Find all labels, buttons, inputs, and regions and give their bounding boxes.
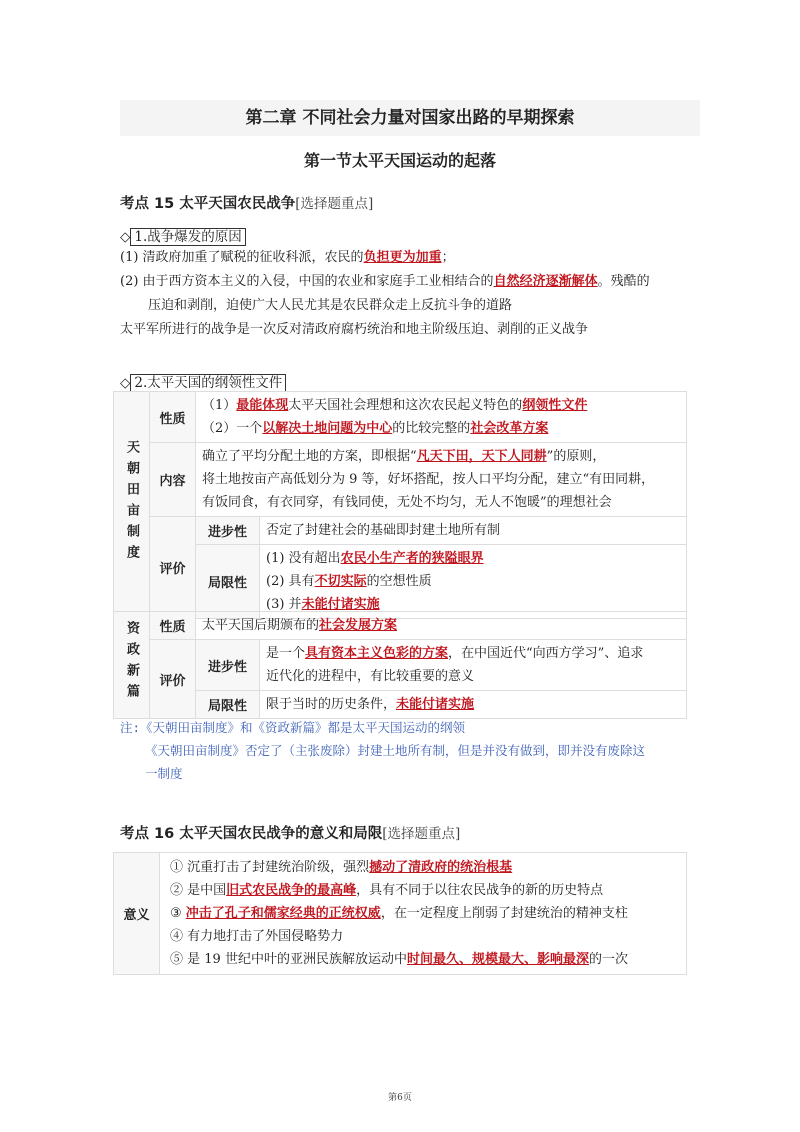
zz-jx-a: 限于当时的历史条件， — [266, 697, 397, 712]
page-number: 第6页 — [388, 1093, 412, 1103]
i3-c: ，在一定程度上削弱了封建统治的精神支柱 — [380, 906, 628, 921]
cause-1-end: ； — [441, 250, 455, 265]
jx1-a: (1) 没有超出 — [266, 551, 341, 566]
cause-2-end: 。残酷的 — [597, 274, 650, 289]
nr1-b: 凡天下田，天下人同耕 — [416, 449, 547, 464]
jx2-c: 的空想性质 — [366, 574, 432, 589]
sub1-label: 1.战争爆发的原因 — [130, 228, 245, 246]
i3-a: ③ — [170, 906, 186, 921]
cause-2-key: 自然经济逐渐解体 — [493, 274, 598, 289]
i5-a: ⑤ 是 19 世纪中叶的亚洲民族解放运动中 — [170, 952, 407, 967]
kp16-heading — [120, 822, 460, 843]
tianchao-jinbu-cell: 否定了封建社会的基础即封建土地所有制 — [260, 517, 687, 545]
zizheng-table — [113, 611, 687, 719]
note-line-1: 注:《天朝田亩制度》和《资政新篇》都是太平天国运动的纲领 — [120, 720, 466, 735]
zz-jb1-a: 是一个 — [266, 646, 306, 661]
cause-2-text: (2) 由于西方资本主义的入侵，中国的农业和家庭手工业相结合的 — [120, 274, 494, 289]
kp16-title: 考点 16 太平天国农民战争的意义和局限 — [120, 826, 383, 842]
jx3-a: (3) 并 — [266, 597, 302, 612]
kp15-heading — [120, 192, 373, 213]
cause-1-key: 负担更为加重 — [363, 250, 442, 265]
zz-jx-b: 未能付诸实施 — [396, 697, 475, 712]
xz2-a: （2）一个 — [202, 421, 263, 436]
jx3-b: 未能付诸实施 — [301, 597, 380, 612]
cause-item-2 — [120, 271, 650, 293]
zizheng-xingzhi-header: 性质 — [150, 612, 196, 640]
cause-item-1 — [120, 247, 455, 269]
i3-b: 冲击了孔子和儒家经典的正统权威 — [185, 906, 381, 921]
tianchao-neirong-cell — [196, 443, 687, 517]
xz2-c: 的比较完整的 — [392, 421, 471, 436]
tianchao-xingzhi-cell — [196, 392, 687, 443]
section-title: 第一节太平天国运动的起落 — [303, 151, 496, 170]
sub2-heading — [120, 371, 286, 391]
tianchao-pingjia-header: 评价 — [150, 517, 196, 619]
zz-jb1-b: 具有资本主义色彩的方案 — [305, 646, 449, 661]
zz-jb2: 近代化的进程中，有比较重要的意义 — [266, 669, 475, 684]
xz1-a: （1） — [202, 398, 237, 413]
program-table — [113, 391, 687, 619]
zizheng-jinbu-cell — [260, 640, 687, 691]
tianchao-xingzhi-header: 性质 — [150, 392, 196, 443]
sub2-label: 2.太平天国的纲领性文件 — [130, 374, 286, 392]
tianchao-jinbu-header: 进步性 — [196, 517, 260, 545]
i2-c: ，具有不同于以往农民战争的新的历史特点 — [356, 883, 604, 898]
xz1-c: 太平天国社会理想和这次农民起义特色的 — [288, 398, 523, 413]
i4: ④ 有力地打击了外国侵略势力 — [170, 929, 344, 944]
kp16-tag: [选择题重点] — [382, 826, 461, 842]
jx1-b: 农民小生产者的狭隘眼界 — [340, 551, 484, 566]
xz2-d: 社会改革方案 — [470, 421, 549, 436]
tianchao-juxian-header: 局限性 — [196, 545, 260, 619]
tianchao-juxian-cell — [260, 545, 687, 619]
zz-jb1-c: ，在中国近代“向西方学习”、追求 — [448, 646, 644, 661]
note-line-2: 《天朝田亩制度》否定了（主张废除）封建土地所有制，但是并没有做到，即并没有废除这 — [145, 743, 646, 758]
xz1-d: 纲领性文件 — [522, 398, 588, 413]
cause-1-text: (1) 清政府加重了赋税的征收科派，农民的 — [120, 250, 364, 265]
tianchao-name: 天朝田亩制度 — [124, 440, 139, 566]
jx2-a: (2) 具有 — [266, 574, 315, 589]
jx2-b: 不切实际 — [314, 574, 367, 589]
i2-a: ② 是中国 — [170, 883, 227, 898]
i5-b: 时间最久、规模最大、影响最深 — [406, 952, 589, 967]
chapter-title: 第二章 不同社会力量对国家出路的早期探索 — [120, 100, 700, 136]
nr1-a: 确立了平均分配土地的方案，即根据“ — [202, 449, 417, 464]
zizheng-juxian-cell — [260, 691, 687, 719]
zizheng-xingzhi-cell — [196, 612, 687, 640]
zz-xz-a: 太平天国后期颁布的 — [202, 618, 320, 633]
i5-c: 的一次 — [588, 952, 628, 967]
tianchao-name-cell — [114, 392, 150, 619]
zizheng-pingjia-header: 评价 — [150, 640, 196, 719]
i1-b: 撼动了清政府的统治根基 — [369, 860, 513, 875]
nr2: 将土地按亩产高低划分为 9 等，好坏搭配，按人口平均分配，建立“有田同耕， — [202, 472, 655, 487]
kp15-tag: [选择题重点] — [295, 196, 374, 212]
zizheng-name-cell — [114, 612, 150, 719]
zizheng-jinbu-header: 进步性 — [196, 640, 260, 691]
nr3: 有饭同食，有衣同穿，有钱同使，无处不均匀，无人不饱暖”的理想社会 — [202, 495, 612, 510]
sub1-heading — [120, 225, 246, 245]
zizheng-juxian-header: 局限性 — [196, 691, 260, 719]
zz-xz-b: 社会发展方案 — [319, 618, 398, 633]
cause-item-3: 太平军所进行的战争是一次反对清政府腐朽统治和地主阶级压迫、剥削的正义战争 — [120, 322, 589, 337]
diamond-icon: ◇ — [120, 375, 131, 391]
yiyi-cell — [160, 853, 687, 975]
xz2-b: 以解决土地问题为中心 — [262, 421, 393, 436]
note-line-3: 一制度 — [145, 766, 183, 781]
yiyi-header: 意义 — [114, 853, 160, 975]
i2-b: 旧式农民战争的最高峰 — [226, 883, 357, 898]
kp15-title: 考点 15 太平天国农民战争 — [120, 196, 296, 212]
cause-item-2b: 压迫和剥削，迫使广大人民尤其是农民群众走上反抗斗争的道路 — [148, 298, 513, 313]
i1-a: ① 沉重打击了封建统治阶级，强烈 — [170, 860, 370, 875]
zizheng-name: 资政新篇 — [124, 621, 139, 705]
xz1-b: 最能体现 — [236, 398, 289, 413]
tianchao-neirong-header: 内容 — [150, 443, 196, 517]
nr1-c: ”的原则， — [546, 449, 606, 464]
significance-table — [113, 852, 687, 975]
diamond-icon: ◇ — [120, 229, 131, 245]
